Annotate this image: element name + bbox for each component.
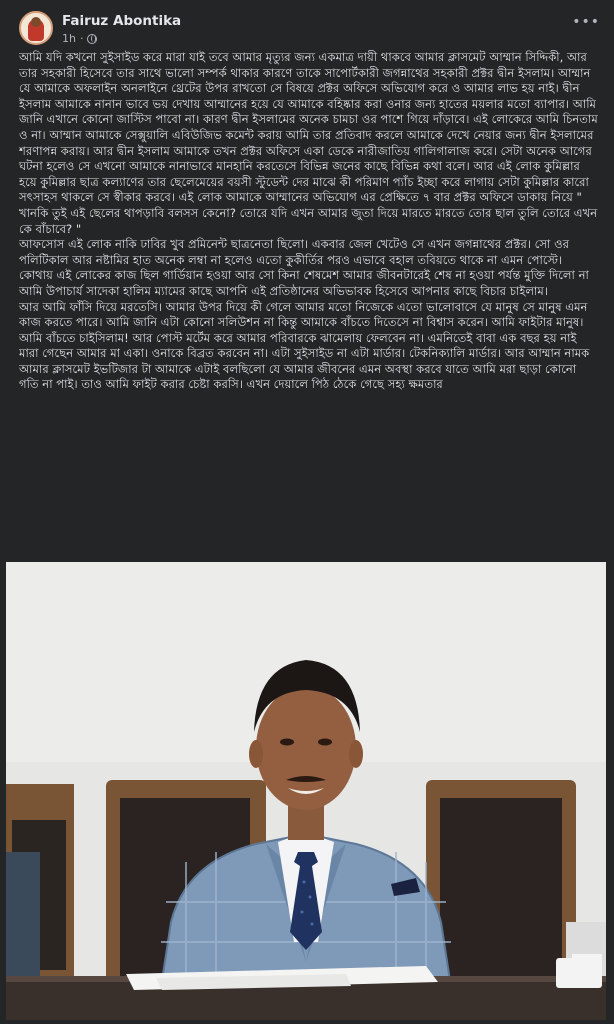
post-paragraph: আফসোস এই লোক নাকি ঢাবির খুব প্রমিনেন্ট ছাত্রনেতা ছিলো। একবার জেল খেটেও সে এখন জগন্নাথের প্রক্টর। সো ওর পলিটিকাল আর নষ্টামির হাত অনেক লম্বা না হলেও এতো কুকীর্তির পরও এভাবে বহাল তবিয়তে থাকে না এমন পোস্টে। কোথায় এই লোকের কাজ ছিল গার্ডিয়ান হওয়া আর সো কিনা শেষমেশ আমার জীবনটারেই শেষ না হওয়া পর্যন্ত মুক্তি দিলো না <box>19 237 589 283</box>
post-paragraph: আমি উপাচার্য সাদেকা হালিম ম্যামের কাছে আপনি এই প্রতিষ্ঠানের অভিভাবক হিসেবে আপনার কাছে বিচার চাইলাম। <box>19 283 548 298</box>
post-paragraph: আর আমি ফাঁসি দিয়ে মরতেসি। আমার উপর দিয়ে কী গেলে আমার মতো নিজেকে এতো ভালোবাসে যে মানুষ সে মানুষ এমন কাজ করতে পারে। আমি জানি এটা কোনো সলিউশন না কিন্তু আমাকে বাঁচতে দিতেসে না বিশ্বাস করেন। আমি ফাইটার মানুষ। আমি বাঁচতে চাইসিলাম! আর পোস্ট মর্টেম করে আমার পরিবারকে ঝামেলায় ফেলবেন না। এমনিতেই বাবা এক বছর হয় নাই মারা গেছেন আমার মা একা। ওনাকে বিব্রত করবেন না। এটা সুইসাইড না এটা মার্ডার। টেকনিক্যালি মার্ডার। আর আম্মান নামক আমার ক্লাসমেট ইভটিজার টা আমাকে এটাই বলছিলো যে আমার জীবনের এমন অবস্থা করবে যাতে আমি মরা ছাড়া কোনো গতি না পাই। তাও আমি ফাইট করার চেষ্টা করসি। এখন দেয়ালে পিঠ ঠেকে গেছে সহ্য ক্ষমতার <box>19 299 590 392</box>
meta-separator: · <box>79 32 84 45</box>
avatar-face <box>31 17 41 27</box>
post-meta <box>62 32 97 45</box>
post-paragraph: আমি যদি কখনো সুইসাইড করে মারা যাই তবে আমার মৃত্যুর জন্য একমাত্র দায়ী থাকবে আমার ক্লাসমেট আম্মান সিদ্দিকী, আর তার সহকারী হিসেবে তার সাথে ভালো সম্পর্ক থাকার কারণে তাকে সাপোর্টকারী জগন্নাথের সহকারী প্রক্টর দ্বীন ইসলাম। আম্মান যে আমাকে অফলাইন অনলাইনে থ্রেটের উপর রাখতো সে বিষয়ে প্রক্টর অফিসে অভিযোগ করে ও আমার লাভ হয় নাই। দ্বীন ইসলাম আমাকে নানান ভাবে ভয় দেখায় আম্মানের হয়ে যে আমাকে বহিষ্কার করা ওনার জন্য হাতের ময়লার মতো ব্যাপার। আমি জানি এখানে কোনো জাস্টিস পাবো না। কারণ দ্বীন ইসলামের অনেক চামচা ওর পাশে গিয়ে দাঁড়াবে। এই লোকেরে আমি চিনতাম ও না। আম্মান আমাকে সেক্সুয়ালি এবিউজিভ কমেন্ট করায় আমি তার প্রতিবাদ করলে আমাকে দেখে নেয়ার জন্য দ্বীন ইসলামের শরণাপন্ন করায়। আর দ্বীন ইসলাম আমাকে তখন প্রক্টর অফিসে একা ডেকে নারীজাতিয় গালিগালাজ করে। সেটা অনেক আগের ঘটনা হলেও সে এখনো আমাকে নানাভাবে মানহানি করতেসে বিভিন্ন জনের কাছে বিভিন্ন কথা বলে। আর এই লোক কুমিল্লার হয়ে কুমিল্লার ছাত্র কল্যাণের তার ছেলেমেয়ের বয়সী স্টুডেন্ট দের মাঝে কী পরিমাণ প্যাঁচ ইচ্ছা করে লাগায় সেটা কুমিল্লার কারো সৎসাহস থাকলে সে স্বীকার করবে। এই লোক আমাকে আম্মানের অভিযোগ এর প্রেক্ষিতে ৭ বার প্রক্টর অফিসে ডাকায় নিয়ে " খানকি তুই এই ছেলের থাপড়াবি বলসস কেনো? তোরে যদি এখন আমার জুতা দিয়ে মারতে মারতে তোর ছাল তুলি তোরে এখন কে বাঁচাবে? " <box>19 50 598 236</box>
post-time[interactable]: 1h <box>62 32 76 45</box>
photo-illustration <box>6 562 606 1020</box>
post-photo[interactable] <box>6 562 606 1020</box>
post-header <box>0 0 614 50</box>
globe-icon[interactable] <box>87 34 97 44</box>
more-horizontal-icon[interactable]: ••• <box>572 14 600 30</box>
author-avatar[interactable] <box>19 11 53 45</box>
post-text <box>19 50 599 550</box>
author-name[interactable]: Fairuz Abontika <box>62 13 182 29</box>
